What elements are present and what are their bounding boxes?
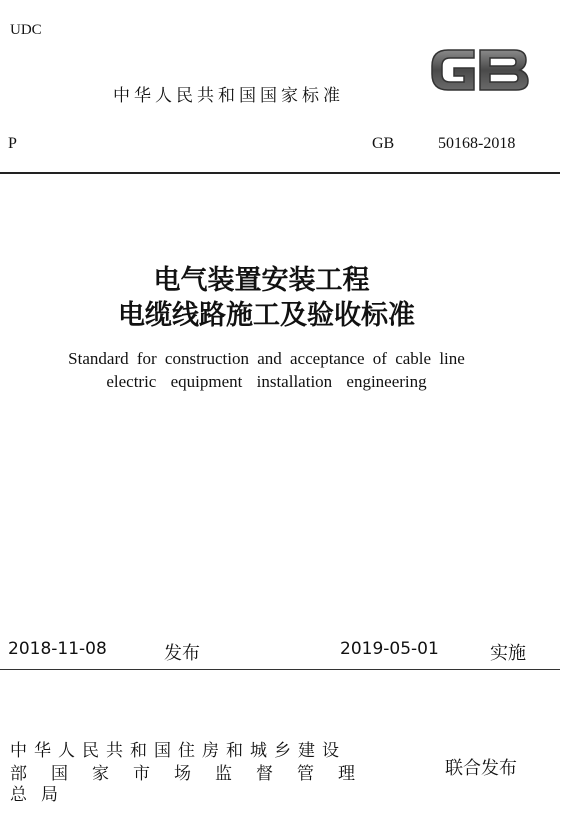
udc-label: UDC: [10, 22, 42, 38]
dates-divider: [0, 669, 560, 670]
title-cn-line1: 电气装置安装工程: [153, 265, 370, 296]
issuer-line3: 总局: [10, 785, 72, 805]
joint-issue-label: 联合发布: [445, 758, 517, 779]
category-code: P: [8, 135, 17, 152]
title-en-line1: Standard for construction and acceptance of cable line: [68, 349, 465, 368]
issuer-line2: 部国家市场监督管理: [10, 764, 379, 784]
issue-date: 2018-11-08: [8, 639, 107, 659]
issue-label: 发布: [164, 643, 200, 664]
header-divider: [0, 172, 560, 174]
standard-code-number: 50168-2018: [438, 135, 516, 152]
implement-label: 实施: [490, 643, 526, 664]
implement-date: 2019-05-01: [340, 639, 439, 659]
national-standard-heading: 中华人民共和国国家标准: [113, 86, 344, 106]
issuer-line1: 中华人民共和国住房和城乡建设: [10, 741, 346, 761]
gb-logo: [426, 42, 532, 98]
title-en-line2: electric equipment installation engineering: [106, 372, 427, 391]
standard-code-prefix: GB: [372, 135, 395, 152]
title-cn-line2: 电缆线路施工及验收标准: [118, 300, 415, 331]
gb-logo-icon: [426, 42, 532, 98]
